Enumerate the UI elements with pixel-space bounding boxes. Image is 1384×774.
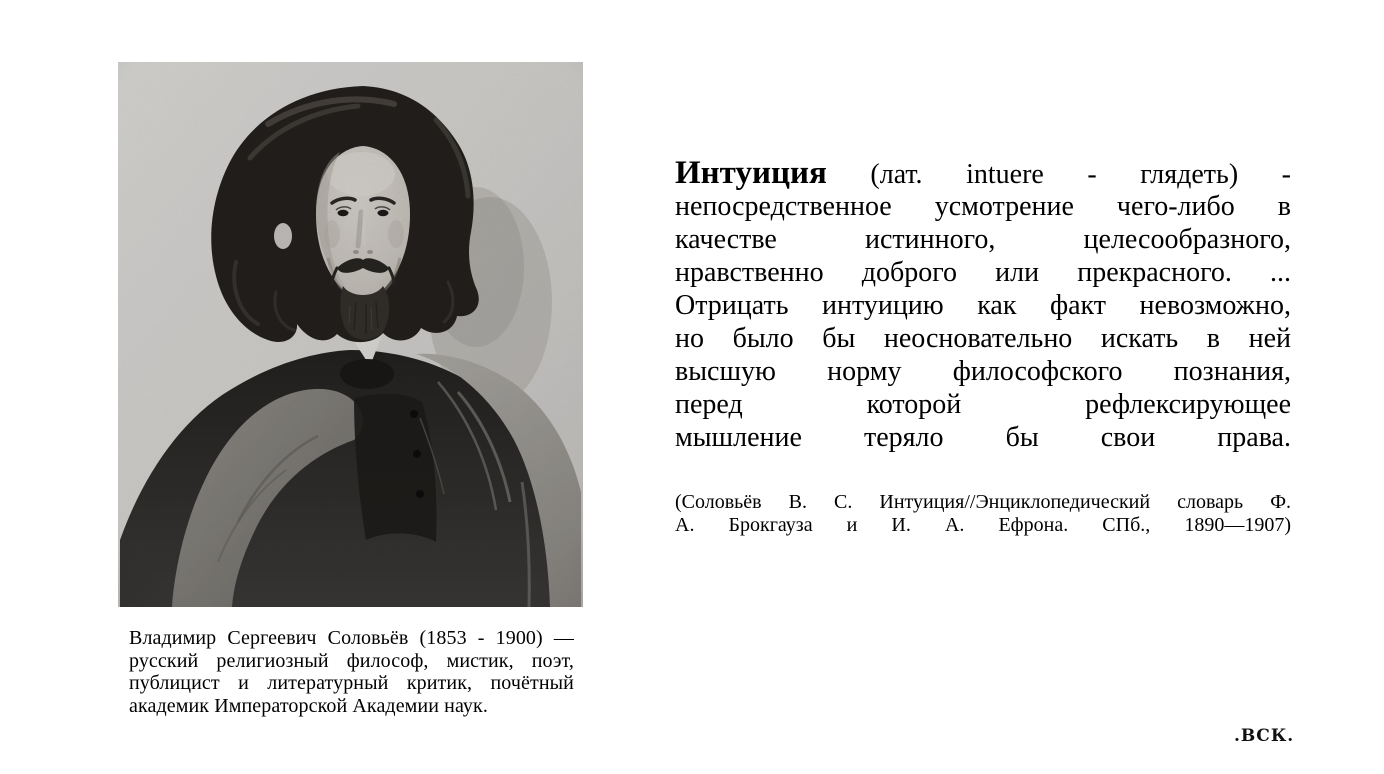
definition-line-1-rest: (лат. intuere - глядеть) - — [870, 159, 1292, 190]
definition-line-6: но было бы неосновательно искать в ней — [675, 323, 1291, 354]
caption-line-3: публицист и литературный критик, почётный — [129, 672, 574, 694]
definition-line-9: мышление теряло бы свои права. — [675, 422, 1291, 453]
definition-line-3: качестве истинного, целесообразного, — [675, 224, 1291, 255]
vignette — [118, 62, 583, 607]
term-intuition: Интуиция — [675, 155, 827, 191]
caption-line-2: русский религиозный философ, мистик, поэт, — [129, 649, 574, 672]
definition-line-2: непосредственное усмотрение чего-либо в — [675, 191, 1291, 222]
portrait-photo — [118, 62, 583, 607]
citation-line-2: А. Брокгауза и И. А. Ефрона. СПб., 1890—1907) — [675, 514, 1291, 536]
citation-line-1: (Соловьёв В. С. Интуиция//Энциклопедический словарь Ф. — [675, 491, 1291, 513]
portrait-caption — [129, 627, 574, 717]
definition-line-1 — [675, 157, 1291, 190]
caption-line-1: Владимир Сергеевич Соловьёв (1853 - 1900) — — [129, 627, 574, 649]
definition-line-8: перед которой рефлексирующее — [675, 389, 1291, 420]
definition-paragraph — [675, 157, 1291, 454]
definition-line-7: высшую норму философского познания, — [675, 356, 1291, 387]
definition-line-5: Отрицать интуицию как факт невозможно, — [675, 290, 1291, 321]
citation — [675, 491, 1291, 537]
caption-line-4: академик Императорской Академии наук. — [129, 694, 488, 717]
watermark-signature: .ВСК. — [1234, 726, 1295, 746]
definition-line-4: нравственно доброго или прекрасного. ... — [675, 257, 1291, 288]
